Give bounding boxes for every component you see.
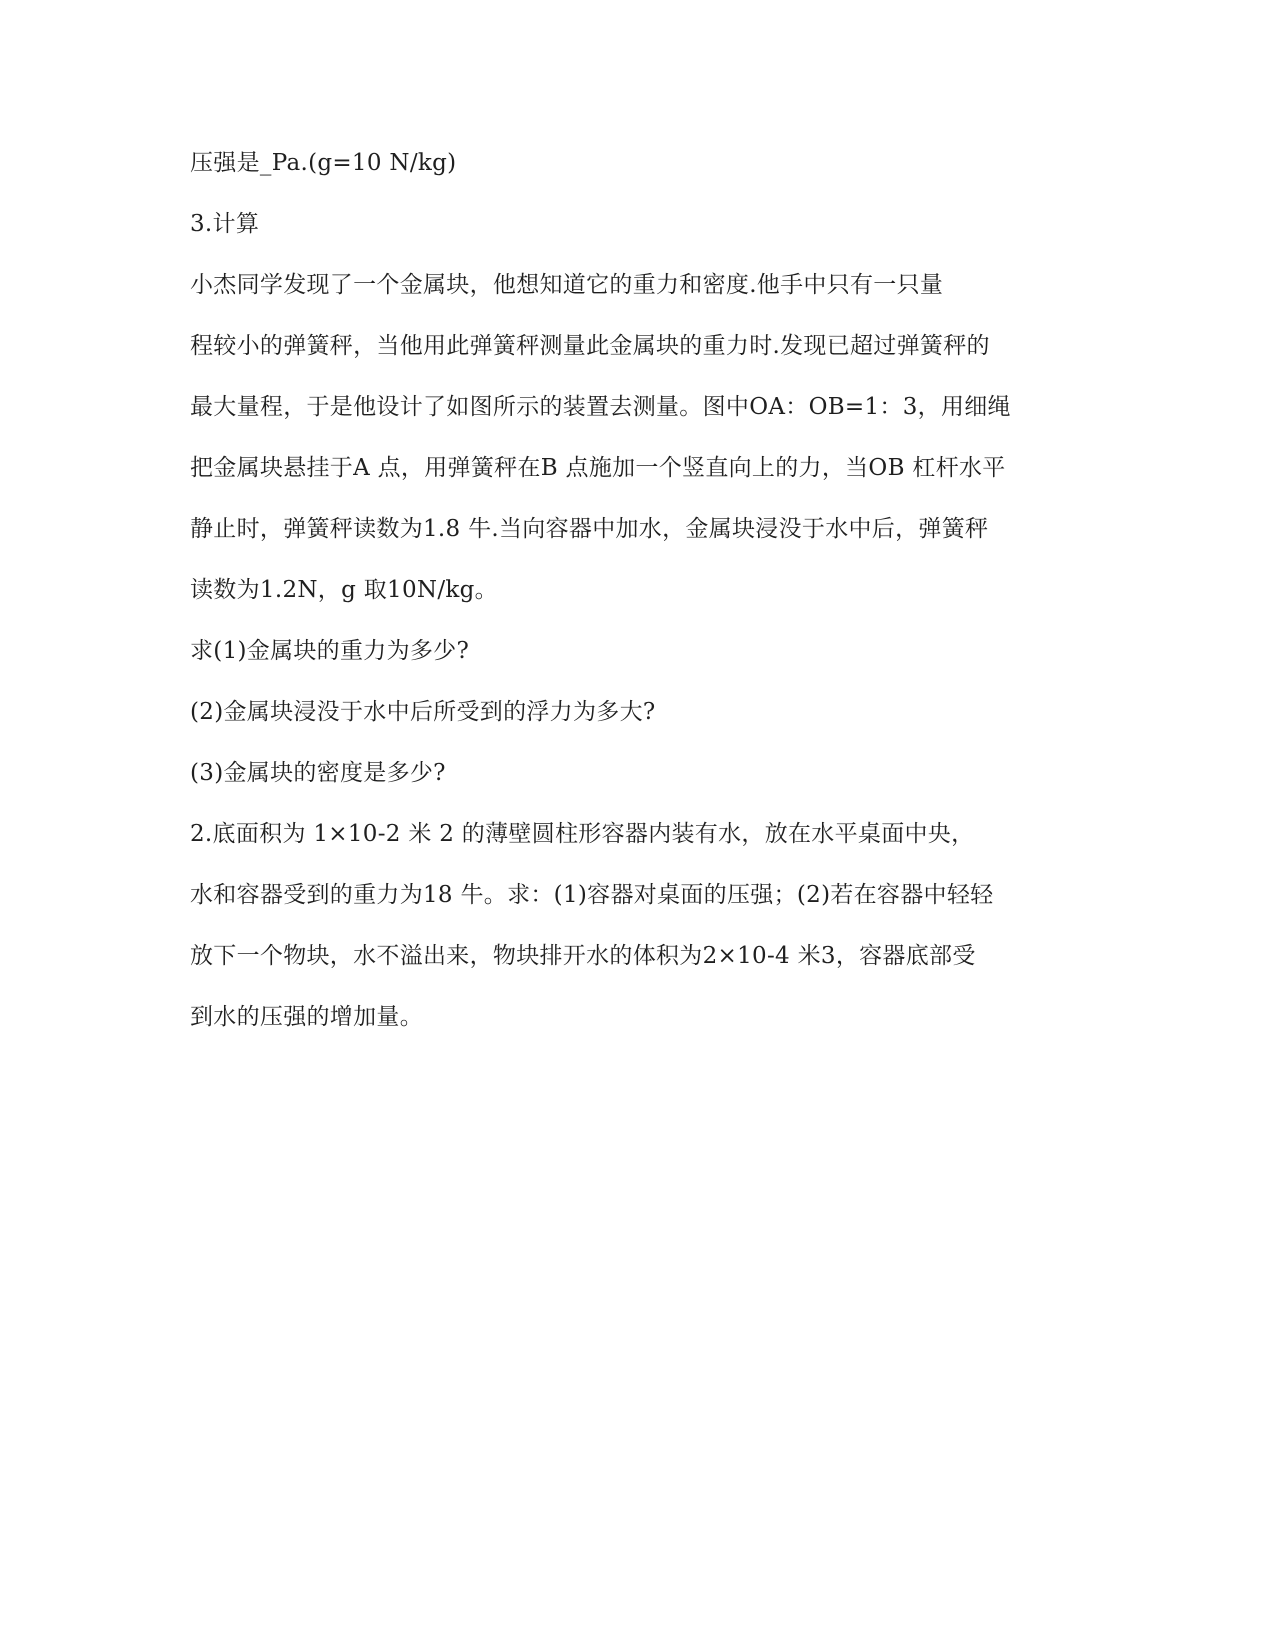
text-line: 水和容器受到的重力为18 牛。求：(1)容器对桌面的压强；(2)若在容器中轻轻 [190, 882, 994, 908]
text-line: 压强是_Pa.(g=10 N/kg) [190, 150, 457, 176]
text-line: 到水的压强的增加量。 [190, 1004, 423, 1030]
section-heading: 3.计算 [190, 211, 260, 237]
text-line: 小杰同学发现了一个金属块，他想知道它的重力和密度.他手中只有一只量 [190, 272, 944, 298]
text-line: 最大量程，于是他设计了如图所示的装置去测量。图中OA：OB=1：3，用细绳 [190, 394, 1011, 420]
text-line: 2.底面积为 1×10-2 米 2 的薄壁圆柱形容器内装有水，放在水平桌面中央， [190, 821, 975, 847]
text-line: 静止时，弹簧秤读数为1.8 牛.当向容器中加水，金属块浸没于水中后，弹簧秤 [190, 516, 989, 542]
question-line: (2)金属块浸没于水中后所受到的浮力为多大? [190, 699, 656, 725]
text-line: 程较小的弹簧秤，当他用此弹簧秤测量此金属块的重力时.发现已超过弹簧秤的 [190, 333, 990, 359]
text-line: 把金属块悬挂于A 点，用弹簧秤在B 点施加一个竖直向上的力，当OB 杠杆水平 [190, 455, 1006, 481]
text-line: 读数为1.2N，g 取10N/kg。 [190, 577, 498, 603]
text-line: 放下一个物块，水不溢出来，物块排开水的体积为2×10-4 米3，容器底部受 [190, 943, 976, 969]
document-body [190, 148, 1090, 1063]
question-line: (3)金属块的密度是多少? [190, 760, 446, 786]
question-line: 求(1)金属块的重力为多少? [190, 638, 470, 664]
